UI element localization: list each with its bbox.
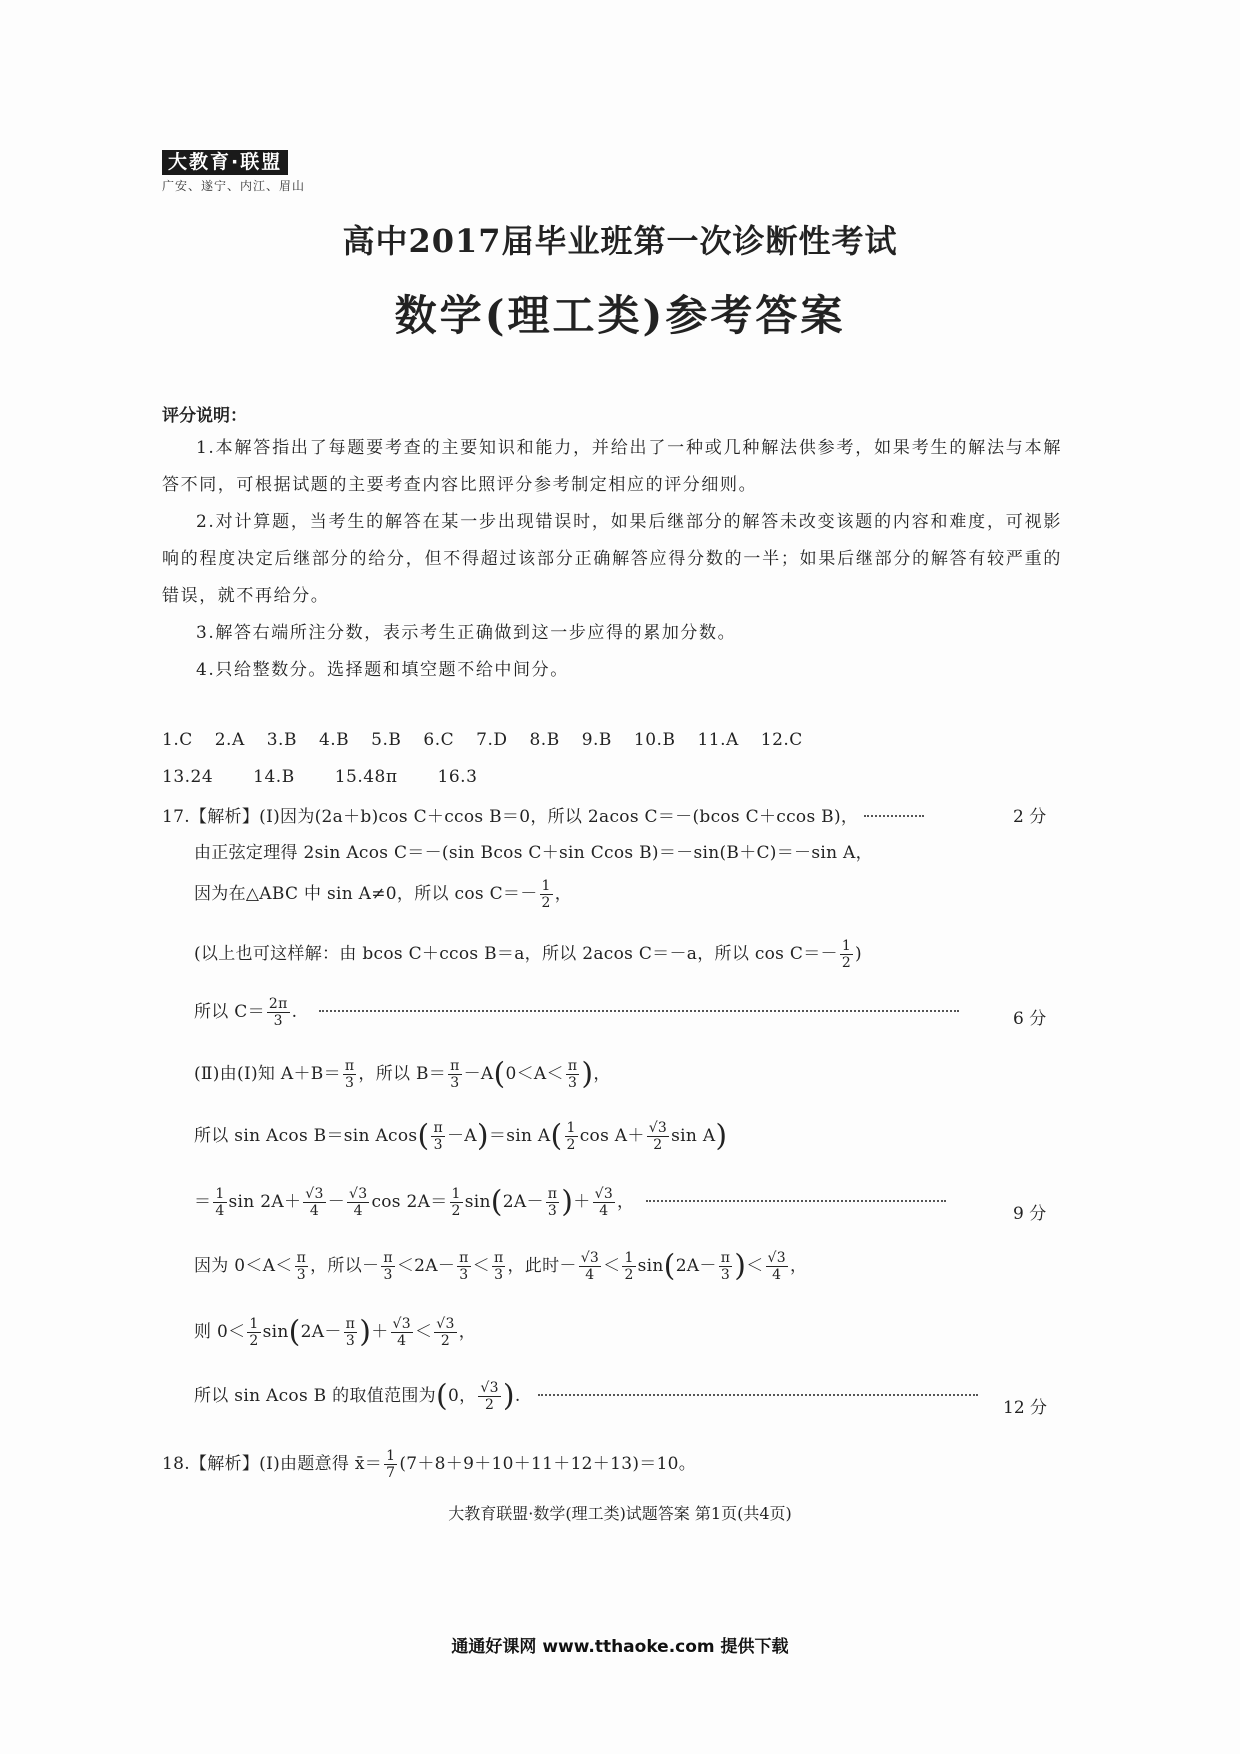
- fraction: $\frac{1}{2}$: [249, 1316, 259, 1349]
- scoring-item-4: 4.只给整数分。选择题和填空题不给中间分。: [196, 660, 569, 680]
- q17-points-4: 12 分: [1003, 1398, 1048, 1418]
- answers-row-1: [162, 730, 825, 750]
- fraction: $\frac{1}{2}$: [841, 938, 852, 971]
- download-source-text: 通通好课网 www.tthaoke.com 提供下载: [451, 1637, 789, 1657]
- answer-item: 8.B: [529, 730, 560, 750]
- q17-line-4: (以上也可这样解：由 bcos C＋ccos B＝a，所以 2acos C＝－a，所以 cos C＝－ $\frac{1}{2}$ ): [194, 938, 862, 971]
- fraction: $\frac{\pi}{3}$: [493, 1250, 504, 1283]
- answer-item: 12.C: [760, 730, 803, 750]
- q17-line-10: 则 0＜ $\frac{1}{2}$ sin(2A－ $\frac{\pi}{3}$ )＋ $\frac{√3}{4}$ ＜ $\frac{√3}{2}$ ，: [194, 1314, 477, 1350]
- q17-line-1: 17.【解析】(Ⅰ)因为(2a＋b)cos C＋ccos B＝0，所以 2acos C＝－(bcos C＋ccos B)，: [162, 802, 924, 827]
- fraction: $\frac{\pi}{3}$: [720, 1250, 731, 1283]
- answer-item: 13.24: [162, 767, 214, 787]
- q17-line-11: 所以 sin Acos B 的取值范围为(0， $\frac{√3}{2}$ ).: [194, 1380, 978, 1413]
- fraction: $\frac{1}{2}$: [624, 1250, 634, 1283]
- fraction: $\frac{√3}{2}$: [436, 1316, 455, 1349]
- fraction: $\frac{\pi}{3}$: [567, 1058, 578, 1091]
- logo: [162, 150, 305, 194]
- answer-title: 数学(理工类)参考答案: [394, 291, 846, 340]
- answer-item: 16.3: [437, 767, 478, 787]
- dot-leader: [538, 1394, 978, 1396]
- scoring-item-3: 3.解答右端所注分数，表示考生正确做到这一步应得的累加分数。: [196, 623, 737, 643]
- fraction: $\frac{2\pi}{3}$: [268, 996, 288, 1029]
- dot-leader: [864, 815, 924, 817]
- fraction: $\frac{√3}{4}$: [767, 1250, 786, 1283]
- scoring-heading: 评分说明：: [162, 406, 247, 426]
- fraction: $\frac{√3}{4}$: [305, 1186, 324, 1219]
- answer-item: 15.48π: [334, 767, 398, 787]
- fraction: $\frac{\pi}{3}$: [383, 1250, 393, 1283]
- answer-item: 11.A: [697, 730, 739, 750]
- answer-item: 4.B: [318, 730, 350, 750]
- q17-line-5: 所以 C＝ $\frac{2\pi}{3}$ .: [194, 996, 959, 1029]
- q17-line-2: 由正弦定理得 2sin Acos C＝－(sin Bcos C＋sin Ccos B)＝－sin(B＋C)＝－sin A，: [194, 843, 873, 863]
- q17-line-9: 因为 0＜A＜ $\frac{\pi}{3}$ ，所以－ $\frac{\pi}{3}$ ＜2A－ $\frac{\pi}{3}$ ＜ $\frac{\pi}{3}$ ，此时－ $\frac{√3}{4}$ ＜ $\frac{1}{2}$ sin(2A－ $\frac{\pi}{3}$ )＜ $\frac{√3}{4}$ ，: [194, 1248, 808, 1284]
- logo-cities: 广安、遂宁、内江、眉山: [162, 179, 306, 193]
- scoring-item-1: 1.本解答指出了每题要考查的主要知识和能力，并给出了一种或几种解法供参考，如果考生的解法与本解答不同，可根据试题的主要考查内容比照评分参考制定相应的评分细则。: [162, 438, 1062, 495]
- fraction: $\frac{\pi}{3}$: [459, 1250, 469, 1283]
- fraction: $\frac{\pi}{3}$: [450, 1058, 460, 1091]
- fraction: $\frac{1}{2}$: [566, 1120, 576, 1153]
- q17-line-6: (Ⅱ)由(Ⅰ)知 A＋B＝ $\frac{\pi}{3}$ ，所以 B＝ $\frac{\pi}{3}$ －A(0＜A＜ $\frac{\pi}{3}$ )，: [194, 1056, 611, 1092]
- fraction: $\frac{1}{2}$: [541, 878, 551, 911]
- answer-item: 10.B: [633, 730, 676, 750]
- q17-line-7: 所以 sin Acos B＝sin Acos( $\frac{\pi}{3}$ －A)＝sin A( $\frac{1}{2}$ cos A＋ $\frac{√3}{2}$ sin A): [194, 1118, 728, 1154]
- answers-row-2: [162, 767, 499, 787]
- q17-line-8: ＝ $\frac{1}{4}$ sin 2A＋ $\frac{√3}{4}$ － $\frac{√3}{4}$ cos 2A＝ $\frac{1}{2}$ sin(2A－ $\frac{\pi}{3}$ )＋ $\frac{√3}{4}$ ，: [194, 1186, 946, 1219]
- dot-leader: [646, 1200, 946, 1202]
- q17-points-3: 9 分: [1013, 1204, 1047, 1224]
- answer-item: 1.C: [162, 730, 193, 750]
- fraction: $\frac{1}{7}$: [386, 1448, 396, 1481]
- page-footer: 大教育联盟·数学(理工类)试题答案 第1页(共4页): [448, 1504, 792, 1523]
- answer-item: 7.D: [476, 730, 508, 750]
- q17-points-1: 2 分: [1013, 807, 1047, 827]
- fraction: $\frac{√3}{4}$: [580, 1250, 600, 1283]
- dot-leader: [319, 1010, 959, 1012]
- fraction: $\frac{\pi}{3}$: [344, 1058, 355, 1091]
- scoring-item-2: 2.对计算题，当考生的解答在某一步出现错误时，如果后继部分的解答未改变该题的内容和难度，可视影响的程度决定后继部分的给分，但不得超过该部分正确解答应得分数的一半；如果后继部分的解答有较严重的错误，就不再给分。: [162, 512, 1062, 606]
- answer-item: 3.B: [266, 730, 297, 750]
- fraction: $\frac{√3}{2}$: [480, 1380, 499, 1413]
- fraction: $\frac{\pi}{3}$: [547, 1186, 558, 1219]
- answer-item: 9.B: [581, 730, 612, 750]
- fraction: $\frac{\pi}{3}$: [433, 1120, 443, 1153]
- answer-item: 14.B: [253, 767, 295, 787]
- fraction: $\frac{√3}{4}$: [349, 1186, 368, 1219]
- q17-line-3: 因为在△ABC 中 sin A≠0，所以 cos C＝－ $\frac{1}{2}$ ，: [194, 878, 573, 911]
- fraction: $\frac{√3}{2}$: [648, 1120, 668, 1153]
- answer-item: 6.C: [423, 730, 455, 750]
- answer-item: 2.A: [214, 730, 245, 750]
- fraction: $\frac{\pi}{3}$: [296, 1250, 307, 1283]
- exam-title: 高中2017届毕业班第一次诊断性考试: [342, 222, 898, 260]
- fraction: $\frac{√3}{4}$: [392, 1316, 411, 1349]
- fraction: $\frac{\pi}{3}$: [345, 1316, 356, 1349]
- answer-item: 5.B: [371, 730, 402, 750]
- fraction: $\frac{1}{2}$: [451, 1186, 461, 1219]
- fraction: $\frac{√3}{4}$: [594, 1186, 614, 1219]
- fraction: $\frac{1}{4}$: [215, 1186, 225, 1219]
- logo-name: 大教育·联盟: [162, 150, 288, 175]
- q17-points-2: 6 分: [1013, 1009, 1047, 1029]
- q18-line-1: 18.【解析】(Ⅰ)由题意得 x̄＝ $\frac{1}{7}$ (7＋8＋9＋10＋11＋12＋13)＝10。: [162, 1448, 697, 1481]
